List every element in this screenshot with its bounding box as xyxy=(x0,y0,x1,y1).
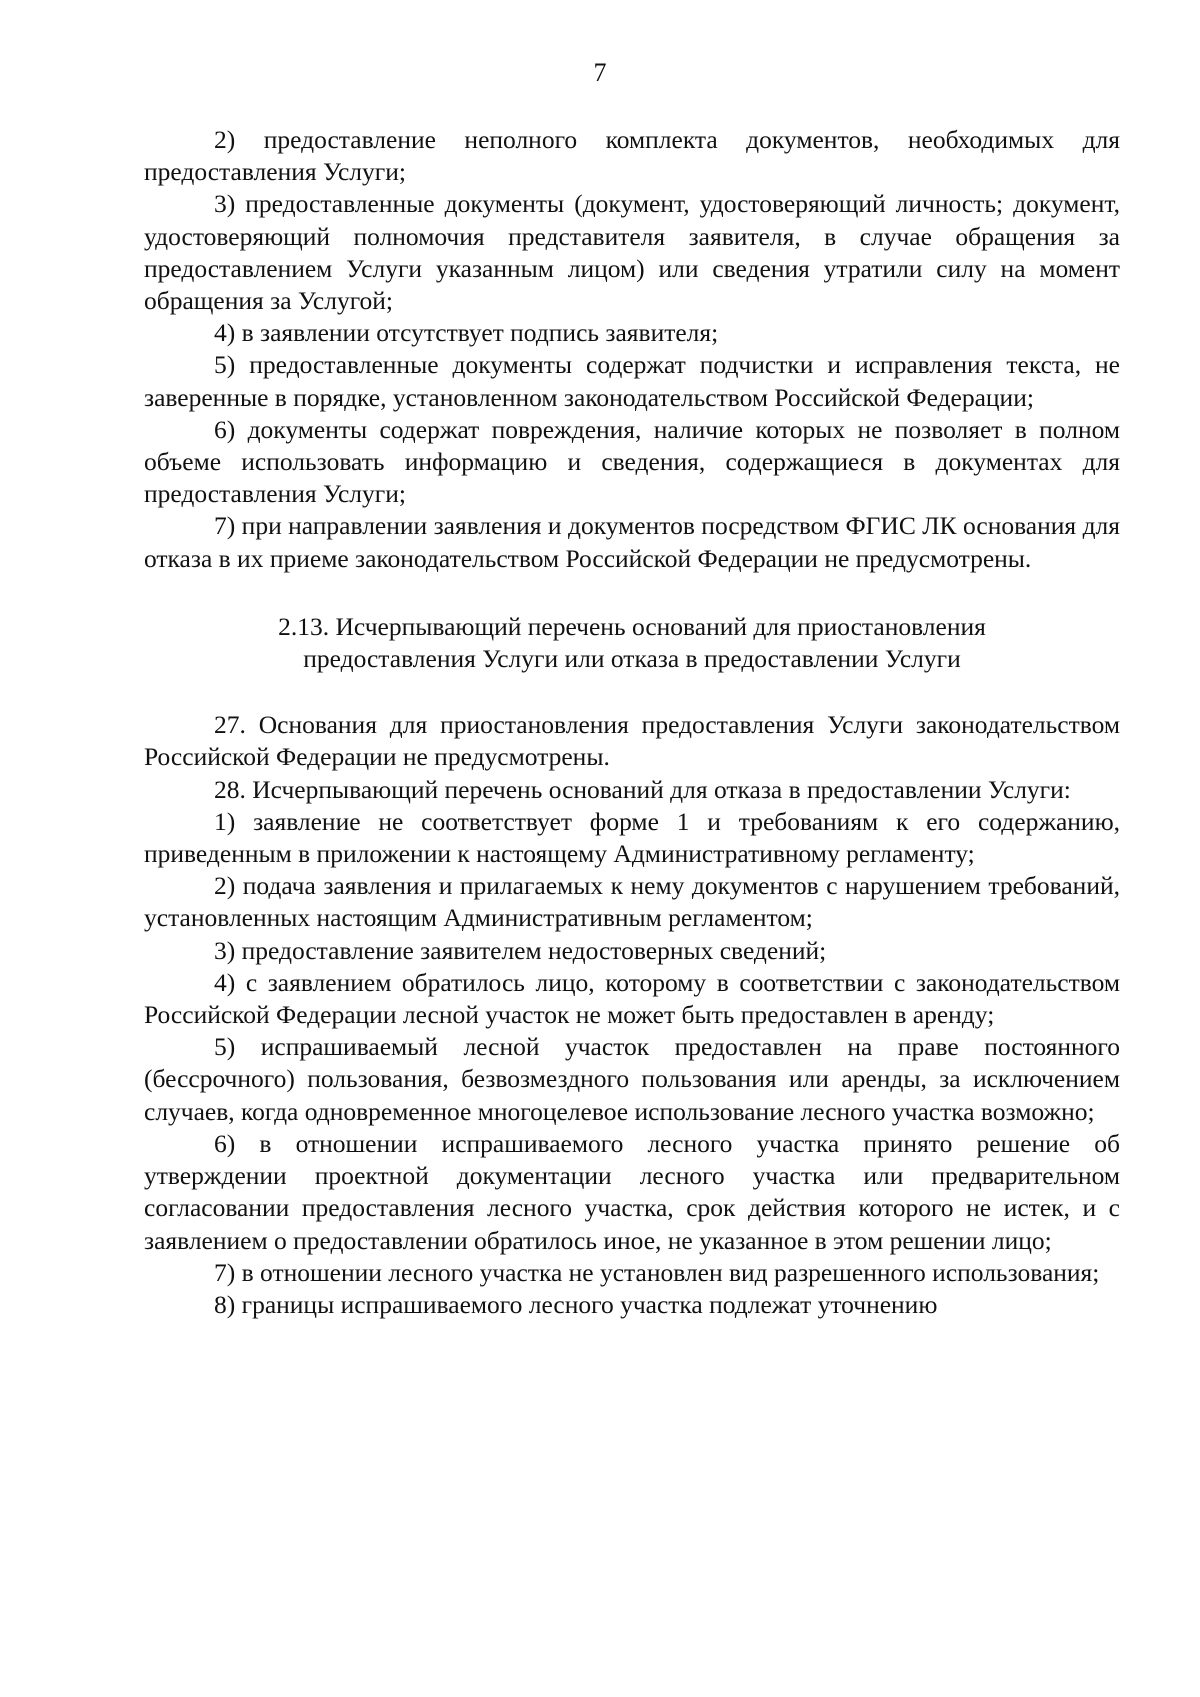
refusal-ground-1: 1) заявление не соответствует форме 1 и требованиям к его содержанию, приведенным в приложении к настоящему Административному регламенту; xyxy=(144,806,1120,869)
refusal-ground-3: 3) предоставление заявителем недостоверных сведений; xyxy=(214,935,827,965)
page-number: 7 xyxy=(593,58,607,87)
refusal-ground-5: 5) испрашиваемый лесной участок предоставлен на праве постоянного (бессрочного) пользования, безвозмездного пользования или аренды, за исключением случаев, когда одновременное многоцелевое использование лесного участка возможно; xyxy=(144,1032,1120,1126)
paragraph-item-4: 4) в заявлении отсутствует подпись заявителя; xyxy=(214,318,719,348)
paragraph-item-3: 3) предоставленные документы (документ, удостоверяющий личность; документ, удостоверяющий полномочия представителя заявителя, в случае обращения за предоставлением Услуги указанным лицом) или сведения утратили силу на момент обращения за Услугой; xyxy=(144,189,1120,316)
paragraph-item-6: 6) документы содержат повреждения, наличие которых не позволяет в полном объеме использовать информацию и сведения, содержащиеся в документах для предоставления Услуги; xyxy=(144,414,1120,509)
paragraph-item-2: 2) предоставление неполного комплекта документов, необходимых для предоставления Услуги; xyxy=(144,125,1120,187)
refusal-ground-4: 4) с заявлением обратилось лицо, которому в соответствии с законодательством Российской Федерации лесной участок не может быть предоставлен в аренду; xyxy=(144,967,1120,1030)
section-heading-line-2: предоставления Услуги или отказа в предоставлении Услуги xyxy=(303,644,961,674)
refusal-ground-8: 8) границы испрашиваемого лесного участка подлежат уточнению xyxy=(214,1289,938,1319)
clause-28: 28. Исчерпывающий перечень оснований для отказа в предоставлении Услуги: xyxy=(214,774,1071,804)
section-heading xyxy=(144,611,1120,675)
refusal-ground-7: 7) в отношении лесного участка не установлен вид разрешенного использования; xyxy=(214,1257,1100,1287)
refusal-ground-6: 6) в отношении испрашиваемого лесного участка принято решение об утверждении проектной документации лесного участка или предварительном согласовании предоставления лесного участка, срок действия которого не истек, и с заявлением о предоставлении обратилось иное, не указанное в этом решении лицо; xyxy=(144,1128,1120,1255)
refusal-ground-2: 2) подача заявления и прилагаемых к нему документов с нарушением требований, установленных настоящим Административным регламентом; xyxy=(144,871,1120,933)
document-body xyxy=(144,124,1120,1321)
clause-27: 27. Основания для приостановления предоставления Услуги законодательством Российской Федерации не предусмотрены. xyxy=(144,710,1120,772)
paragraph-item-7: 7) при направлении заявления и документов посредством ФГИС ЛК основания для отказа в их приеме законодательством Российской Федерации не предусмотрены. xyxy=(144,511,1120,573)
section-heading-line-1: 2.13. Исчерпывающий перечень оснований для приостановления xyxy=(278,611,986,641)
paragraph-item-5: 5) предоставленные документы содержат подчистки и исправления текста, не заверенные в порядке, установленном законодательством Российской Федерации; xyxy=(144,350,1120,412)
